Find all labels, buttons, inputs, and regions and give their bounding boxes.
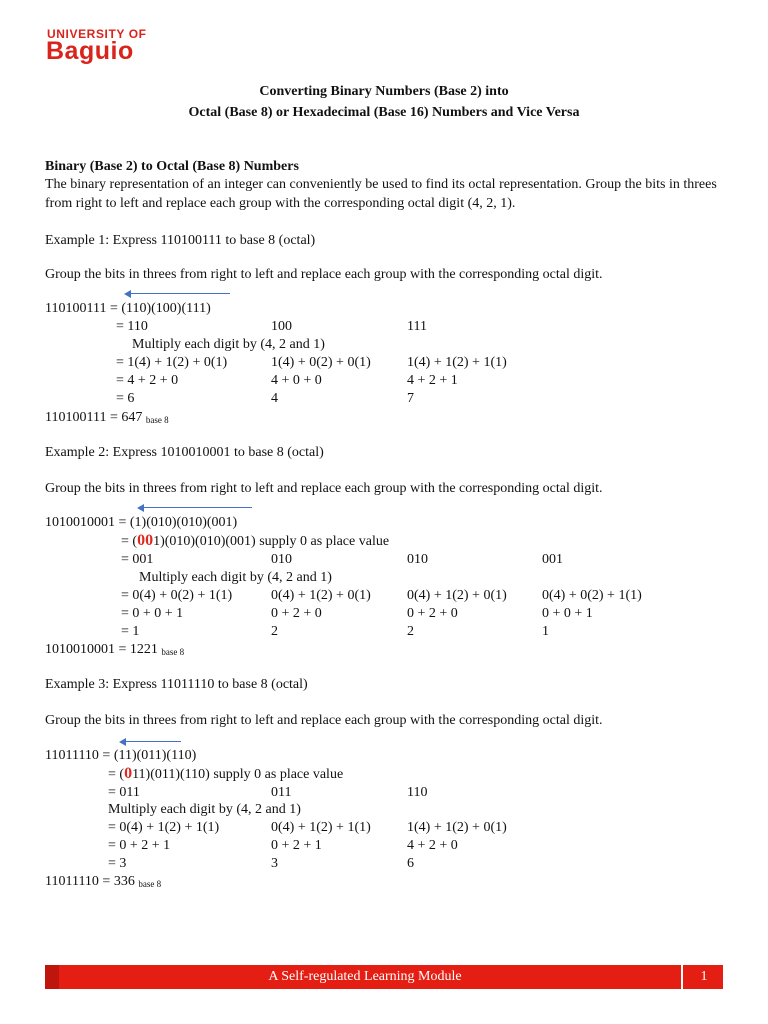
example-2-multiply-note: Multiply each digit by (4, 2 and 1) (139, 570, 332, 585)
example-2-expansion-d: 0(4) + 0(2) + 1(1) (542, 588, 642, 603)
logo-baguio: Baguio (46, 37, 134, 65)
example-2-grouping: 1010010001 = (1)(010)(010)(001) (45, 515, 238, 530)
example-2-base-label: base 8 (161, 647, 185, 657)
example-2-expansion-b: 0(4) + 1(2) + 0(1) (271, 588, 371, 603)
example-3-sum-a: = 0 + 2 + 1 (108, 838, 171, 853)
example-1-expansion-a: = 1(4) + 1(2) + 0(1) (116, 355, 228, 370)
example-1-title: Example 1: Express 110100111 to base 8 (octal) (45, 233, 316, 248)
example-2-group-d: 001 (542, 552, 563, 567)
example-2-title: Example 2: Express 1010010001 to base 8 (octal) (45, 445, 324, 460)
example-1-digit-a: = 6 (116, 391, 135, 406)
example-1-group-a: = 110 (116, 319, 148, 334)
example-3-sum-b: 0 + 2 + 1 (271, 838, 322, 853)
example-2-padded-grouping: = (001)(010)(010)(001) supply 0 as place value (121, 532, 390, 549)
page-number: 1 (700, 969, 708, 984)
example-3-group-c: 110 (407, 785, 428, 800)
example-3-sum-c: 4 + 2 + 0 (407, 838, 458, 853)
example-3-digit-a: = 3 (108, 856, 127, 871)
example-1-group-c: 111 (407, 319, 427, 334)
example-3-multiply-note: Multiply each digit by (4, 2 and 1) (108, 802, 301, 817)
footer-separator (681, 965, 683, 989)
example-1-multiply-note: Multiply each digit by (4, 2 and 1) (132, 337, 325, 352)
example-3-group-b: 011 (271, 785, 292, 800)
page-title-line-2: Octal (Base 8) or Hexadecimal (Base 16) Numbers and Vice Versa (188, 105, 580, 120)
example-3-instruction: Group the bits in threes from right to left and replace each group with the corresponding octal digit. (45, 713, 603, 728)
example-2-sum-d: 0 + 0 + 1 (542, 606, 593, 621)
section-heading: Binary (Base 2) to Octal (Base 8) Numbers (45, 159, 299, 174)
example-1-digit-c: 7 (407, 391, 414, 406)
example-2-result: 1010010001 = 1221 $_{base 8}$ (45, 642, 185, 657)
example-1-grouping: 110100111 = (110)(100)(111) (45, 301, 211, 316)
example-2-group-a: = 001 (121, 552, 154, 567)
example-1-instruction: Group the bits in threes from right to left and replace each group with the corresponding octal digit. (45, 267, 603, 282)
example-2-digit-b: 2 (271, 624, 278, 639)
example-1-expansion-c: 1(4) + 1(2) + 1(1) (407, 355, 507, 370)
example-1-group-b: 100 (271, 319, 292, 334)
footer-label: A Self-regulated Learning Module (268, 969, 462, 984)
example-2-expansion-a: = 0(4) + 0(2) + 1(1) (121, 588, 233, 603)
example-3-grouping: 11011110 = (11)(011)(110) (45, 748, 197, 763)
example-1-sum-c: 4 + 2 + 1 (407, 373, 458, 388)
example-1-sum-b: 4 + 0 + 0 (271, 373, 322, 388)
example-3-padding-zero: 0 (124, 765, 133, 782)
example-1-expansion-b: 1(4) + 0(2) + 0(1) (271, 355, 371, 370)
example-2-digit-d: 1 (542, 624, 549, 639)
example-3-expansion-a: = 0(4) + 1(2) + 1(1) (108, 820, 220, 835)
example-2-expansion-c: 0(4) + 1(2) + 0(1) (407, 588, 507, 603)
example-1-digit-b: 4 (271, 391, 278, 406)
section-intro: The binary representation of an integer can conveniently be used to find its octal representation. Group the bits in threes from right to left and replace each group with the corresponding octal digit (4, 2, 1). (45, 177, 717, 211)
example-2-group-b: 010 (271, 552, 292, 567)
example-1-result: 110100111 = 647 $_{base 8}$ (45, 410, 169, 425)
example-2-direction-arrow-icon (137, 503, 252, 513)
example-1-sum-a: = 4 + 2 + 0 (116, 373, 179, 388)
example-3-expansion-b: 0(4) + 1(2) + 1(1) (271, 820, 371, 835)
example-3-group-a: = 011 (108, 785, 140, 800)
example-2-sum-c: 0 + 2 + 0 (407, 606, 458, 621)
example-2-padding-zeros: 00 (137, 532, 154, 549)
example-2-digit-c: 2 (407, 624, 414, 639)
example-1-direction-arrow-icon (124, 289, 230, 299)
example-1-base-label: base 8 (145, 415, 169, 425)
example-3-base-label: base 8 (138, 879, 162, 889)
page-footer (45, 965, 723, 989)
example-3-digit-b: 3 (271, 856, 278, 871)
logo-university-of: UNIVERSITY OF (47, 27, 147, 41)
example-2-sum-b: 0 + 2 + 0 (271, 606, 322, 621)
example-2-instruction: Group the bits in threes from right to left and replace each group with the corresponding octal digit. (45, 481, 603, 496)
page-title-line-1: Converting Binary Numbers (Base 2) into (259, 84, 509, 99)
example-3-title: Example 3: Express 11011110 to base 8 (octal) (45, 677, 308, 692)
example-2-digit-a: = 1 (121, 624, 140, 639)
example-3-result: 11011110 = 336 $_{base 8}$ (45, 874, 162, 889)
example-3-padded-grouping: = (011)(011)(110) supply 0 as place value (108, 765, 344, 782)
example-2-group-c: 010 (407, 552, 428, 567)
example-3-expansion-c: 1(4) + 1(2) + 0(1) (407, 820, 507, 835)
example-3-direction-arrow-icon (119, 737, 181, 747)
example-3-digit-c: 6 (407, 856, 414, 871)
example-2-sum-a: = 0 + 0 + 1 (121, 606, 184, 621)
